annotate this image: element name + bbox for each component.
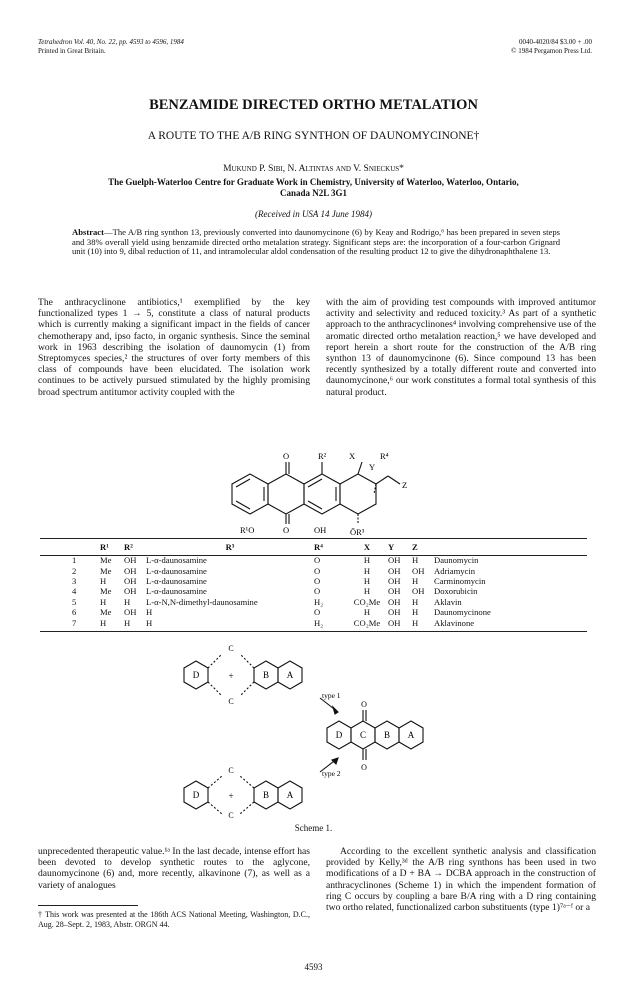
footnote-rule: [38, 905, 138, 906]
table-cell: Aklavinone: [434, 617, 475, 628]
table-cell: H: [363, 555, 371, 566]
table-cell: 5: [72, 596, 77, 607]
table-cell: Carminomycin: [434, 575, 486, 586]
table-header-cell: X: [363, 542, 371, 552]
table-cell: H: [412, 607, 419, 618]
ring-label-b: B: [262, 670, 270, 680]
structure-label-x: X: [349, 451, 356, 461]
table-cell: H: [100, 617, 107, 628]
table-cell: L-α-daunosamine: [146, 586, 207, 597]
paper-subtitle: A ROUTE TO THE A/B RING SYNTHON OF DAUNOMYCINONE†: [147, 130, 480, 142]
table-cell: O: [314, 555, 321, 566]
affiliation: The Guelph-Waterloo Centre for Graduate Work in Chemistry, University of Waterloo, Waterloo, Ontario,: [108, 177, 519, 187]
structure-label-z: Z: [402, 480, 408, 490]
table-bottom-rule: [40, 631, 587, 632]
table-cell: 6: [72, 607, 77, 618]
ring-d-hexagon: [232, 474, 268, 514]
type-1-label: type 1: [322, 691, 341, 700]
page-number: 4593: [304, 962, 323, 972]
table-cell: Me: [100, 555, 112, 566]
table-header-cell: Z: [412, 542, 418, 552]
table-row: [72, 597, 554, 607]
table-cell: H: [363, 586, 371, 597]
table-cell: OH: [388, 575, 401, 586]
structure-label-oh: OH: [314, 525, 327, 535]
table-header-row: [72, 539, 554, 555]
table-header-cell: [434, 539, 554, 555]
ring-label-b: B: [262, 790, 270, 800]
table-cell: L-α-daunosamine: [146, 555, 207, 566]
plus-sign: +: [228, 671, 234, 681]
structure-label-y: Y: [369, 462, 376, 472]
table-cell: CO₂Me: [353, 596, 381, 607]
lower-left-text: unprecedented therapeutic value.¹ᵃ In the last decade, intense effort has been devoted to develop synthetic routes to the aglycone, daunomycinone (6) and, more recently, alkavinone (7), as well as a variety of analogues: [38, 846, 310, 891]
table-cell: OH: [388, 596, 401, 607]
table-cell: H: [146, 607, 153, 618]
table-cell: OH: [388, 607, 401, 618]
table-cell: L-α-daunosamine: [146, 575, 207, 586]
table-cell: H: [146, 617, 153, 628]
carbon-label-c: C: [228, 766, 234, 775]
table-cell: H₂: [314, 617, 324, 628]
scheme-1-diagram: [170, 638, 470, 818]
table-row: [72, 586, 554, 596]
table-cell: 4: [72, 586, 77, 597]
anthracyclinone-structure: [200, 448, 440, 540]
table-cell: L-α-daunosamine: [146, 565, 207, 576]
table-cell: H: [412, 596, 419, 607]
table-cell: H: [412, 617, 419, 628]
table-cell: OH: [124, 575, 137, 586]
table-cell: OH: [412, 565, 425, 576]
table-cell: Me: [100, 565, 112, 576]
table-cell: O: [314, 607, 321, 618]
table-cell: OH: [124, 565, 137, 576]
abstract-text: —The A/B ring synthon 13, previously converted into daunomycinone (6) by Keay and Rodrigo,⁶ has been prepared in seven steps and 38% overall yield using benzamide directed ortho metalation strategy. Significant steps are: the incorporation of a four-carbon Grignard unit (10) into 9, dibal reduction of 11, and intramolecular aldol condensation of the resulting product 12 to give the dihydronaphthalene 13.: [72, 227, 560, 257]
table-cell: OH: [388, 555, 401, 566]
structure-label-r4: R⁴: [380, 451, 389, 461]
table-cell: H: [100, 596, 107, 607]
table-cell: 3: [72, 575, 77, 586]
table-cell: 7: [72, 617, 77, 628]
carbon-label-c: C: [228, 811, 234, 818]
ring-label-a: A: [286, 790, 294, 800]
type-2-label: type 2: [322, 769, 341, 778]
table-cell: 1: [72, 555, 77, 566]
affiliation-postcode: Canada N2L 3G1: [279, 188, 348, 198]
abstract: [72, 228, 560, 257]
table-cell: OH: [412, 586, 425, 597]
structure-label-or3: ŌR³: [350, 527, 365, 537]
table-cell: H: [100, 575, 107, 586]
ring-label-d: D: [192, 670, 200, 680]
table-cell: H: [412, 555, 419, 566]
table-row: [72, 555, 554, 565]
table-cell: H: [363, 565, 371, 576]
ring-label-c: C: [359, 730, 367, 740]
printed-line: Printed in Great Britain.: [38, 47, 106, 55]
ring-label-b: B: [383, 730, 391, 740]
lower-right-text: According to the excellent synthetic analysis and classification provided by Kelly,³ᵈ the A/B ring synthons has been used in two modifications of a D + BA → DCBA approach in the construction of anthracyclinones (Scheme 1) in which the impendent formation of ring C occurs by coupling a bare B/A ring with a D ring containing two ortho related, functionalized carbon substituents (type 1)⁷ᵃ⁻ᶠ or a: [326, 846, 596, 914]
footnote: † This work was presented at the 186th ACS National Meeting, Washington, D.C., Aug. 28–Sept. 2, 1983, Abstr. ORGN 44.: [38, 910, 310, 929]
table-header-cell: R²: [124, 542, 133, 552]
intro-left-text: The anthracyclinone antibiotics,¹ exemplified by the key functionalized types 1 → 5, constitute a class of natural products which is currently making a significant impact in the fields of cancer chemotherapy and, ipso facto, in organic synthesis. Since the seminal work in 1963 describing the isolation of daunomycin (1) from Streptomyces species,² the structures of over forty members of this class of compounds have been elucidated. The isolation work continues to be actively pursued stimulated by the highly promising broad spectrum antitumor activity coupled with the: [38, 297, 310, 398]
table-cell: O: [314, 565, 321, 576]
structure-label-r1o: R¹O: [240, 525, 255, 535]
table-header-cell: R⁴: [314, 542, 323, 552]
author-list: Mukund P. Sibi, N. Altintas and V. Snieckus*: [223, 164, 404, 174]
journal-line: Tetrahedron Vol. 40, No. 22, pp. 4593 to 4596, 1984: [38, 38, 184, 46]
table-cell: OH: [388, 586, 401, 597]
carbonyl-label-o: O: [361, 763, 367, 772]
table-cell: O: [314, 586, 321, 597]
ring-label-d: D: [335, 730, 343, 740]
table-cell: OH: [124, 555, 137, 566]
carbon-label-c: C: [228, 697, 234, 706]
table-header-cell: R³: [225, 542, 235, 552]
carbonyl-label-o: O: [361, 700, 367, 709]
table-cell: OH: [388, 565, 401, 576]
table-row: [72, 617, 554, 627]
table-cell: Doxorubicin: [434, 586, 478, 597]
table-row: [72, 565, 554, 575]
table-cell: O: [314, 575, 321, 586]
structure-label-o-top: O: [283, 451, 290, 461]
intro-left-column: [38, 297, 310, 398]
table-cell: Me: [100, 586, 112, 597]
ring-a-hexagon: [340, 474, 376, 514]
table-header-cell: R¹: [100, 542, 109, 552]
lower-left-column: [38, 846, 310, 891]
table-cell: OH: [388, 617, 401, 628]
table-cell: OH: [124, 586, 137, 597]
table-cell: CO₂Me: [353, 617, 381, 628]
table-cell: H: [124, 617, 131, 628]
price-line: 0040-4020/84 $3.00 + .00: [519, 38, 592, 46]
table-row: [72, 576, 554, 586]
table-header-cell: Y: [388, 542, 395, 552]
paper-title: BENZAMIDE DIRECTED ORTHO METALATION: [149, 97, 478, 113]
table-cell: H: [412, 575, 419, 586]
compound-table: [72, 539, 554, 628]
table-cell: 2: [72, 565, 77, 576]
ring-label-d: D: [192, 790, 200, 800]
table-cell: Adriamycin: [434, 565, 476, 576]
table-cell: H: [363, 575, 371, 586]
copyright-line: © 1984 Pergamon Press Ltd.: [511, 47, 592, 55]
lower-right-column: [326, 846, 596, 913]
received-date: (Received in USA 14 June 1984): [254, 209, 373, 219]
plus-sign: +: [228, 791, 234, 801]
intro-right-text: with the aim of providing test compounds with improved antitumor activity and selectivity and reduced toxicity.³ As part of a synthetic approach to the anthracyclinones⁴ involving comprehensive use of the aromatic directed ortho metalation reaction,⁵ we have developed and report herein a short route for the construction of the A/B ring synthon 13 of daunomycinone (6). Since compound 13 has been recently synthesized by a totally different route and converted into daunomycinone,⁶ our work constitutes a formal total synthesis of this natural product.: [326, 297, 596, 398]
table-cell: H: [124, 596, 131, 607]
abstract-label: Abstract: [72, 227, 104, 237]
table-cell: Me: [100, 607, 112, 618]
table-cell: L-α-N,N-dimethyl-daunosamine: [146, 596, 258, 607]
table-header-cell: [72, 539, 100, 555]
intro-right-column: [326, 297, 596, 398]
ring-b-hexagon: [304, 474, 340, 514]
ring-c-hexagon: [268, 474, 304, 514]
carbon-label-c: C: [228, 644, 234, 653]
table-cell: H: [363, 607, 371, 618]
table-cell: Daunomycinone: [434, 607, 491, 618]
table-cell: H₂: [314, 596, 324, 607]
structure-label-o-bottom: O: [283, 525, 290, 535]
structure-label-r2: R²: [318, 451, 327, 461]
table-cell: Daunomycin: [434, 555, 479, 566]
ring-label-a: A: [286, 670, 294, 680]
table-cell: OH: [124, 607, 137, 618]
table-row: [72, 607, 554, 617]
table-cell: Aklavin: [434, 596, 462, 607]
scheme-caption: Scheme 1.: [294, 823, 333, 833]
ring-label-a: A: [407, 730, 415, 740]
